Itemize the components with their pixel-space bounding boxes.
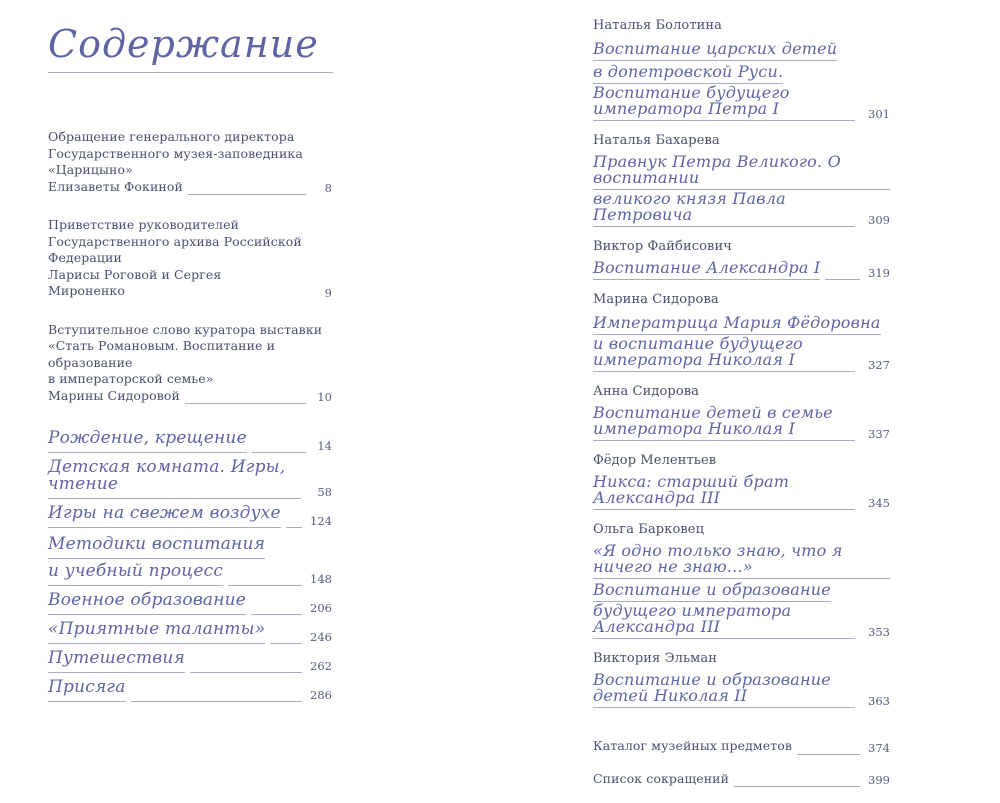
article-title-line: Воспитание будущего императора Петра I [593,85,855,121]
leader-line [131,701,302,702]
leader-line [185,403,306,404]
page-number: 9 [324,285,332,300]
article-title-line: Никса: старший брат Александра III [593,474,855,510]
author-name: Виктория Эльман [593,651,717,666]
article-title-line: «Я одно только знаю, что я ничего не знаю...» [593,543,890,579]
toc-left-column [48,22,332,708]
page-number: 301 [868,107,890,121]
toc-entry-line: Ларисы Роговой и Сергея Мироненко [48,266,222,298]
article-title-line: и воспитание будущего императора Николая I [593,336,855,372]
chapter-title: Присяга [48,679,126,702]
toc-entry-line: Государственного архива Российской Федерации [48,233,302,265]
toc-entry [48,459,332,499]
page-title: Содержание [48,22,333,73]
article-title-line: Воспитание и образование детей Николая II [593,672,855,708]
leader-line [190,672,302,673]
page-number: 363 [868,694,890,708]
page-number: 286 [310,688,332,702]
page-number: 353 [868,625,890,639]
toc-entry [593,133,890,227]
author-name: Виктор Файбисович [593,239,732,254]
leader-line [286,527,302,528]
toc-entry [593,239,890,280]
toc-entry [48,592,332,615]
toc-entry [593,522,890,639]
toc-entry [593,292,890,372]
page-number: 8 [324,181,332,195]
chapter-title: Рождение, крещение [48,430,247,453]
article-title-line: в допетровской Руси. [593,64,783,84]
page-number: 206 [310,601,332,615]
article-title-line: Воспитание царских детей [593,41,837,61]
page-number: 246 [310,630,332,644]
back-matter-list [593,738,890,787]
article-title-line: Воспитание Александра I [593,260,820,280]
leader-line [252,452,306,453]
toc-entry [593,771,890,788]
toc-entry [593,453,890,510]
toc-entry [48,505,332,528]
toc-entry [593,738,890,755]
leader-line [228,585,302,586]
toc-entry-line: Марины Сидоровой [48,387,180,403]
toc-entry [48,322,332,405]
leader-line [734,786,860,787]
chapter-title: Методики воспитания [48,536,265,559]
toc-entry [48,650,332,673]
leader-line [188,194,306,195]
toc-entry-line: в императорской семье» [48,371,214,386]
article-title-line: Правнук Петра Великого. О воспитании [593,154,890,190]
article-title-line: великого князя Павла Петровича [593,191,855,227]
page-number: 148 [310,572,332,586]
page-number: 309 [868,213,890,227]
toc-right-column [593,18,890,803]
leader-line [251,614,302,615]
toc-entry [593,384,890,441]
article-title-line: будущего императора Александра III [593,603,855,639]
article-title-line: Воспитание и образование [593,582,831,602]
toc-entry [48,679,332,702]
toc-entry-line: Обращение генерального директора [48,129,295,144]
chapter-title: Игры на свежем воздухе [48,505,281,528]
toc-entry [593,651,890,708]
toc-entry [48,129,332,195]
author-name: Анна Сидорова [593,384,700,399]
page-number: 319 [868,266,890,280]
toc-entry-line: Государственного музея-заповедника «Царицыно» [48,145,303,177]
toc-entry [593,18,890,121]
page-number: 337 [868,427,890,441]
toc-entry-line: Вступительное слово куратора выставки [48,321,323,337]
front-matter-list [48,129,332,404]
toc-entry-line: Список сокращений [593,770,730,786]
author-name: Фёдор Мелентьев [593,453,717,468]
toc-entry [48,621,332,644]
page-number: 10 [317,390,332,404]
page-number: 399 [868,773,890,787]
toc-entry-line: Елизаветы Фокиной [48,178,183,194]
leader-line [825,279,860,280]
page-number: 345 [868,496,890,510]
article-title-line: Императрица Мария Фёдоровна [593,315,881,335]
page-number: 14 [317,439,332,453]
chapter-title: «Приятные таланты» [48,621,265,644]
article-title-line: Воспитание детей в семье императора Николая I [593,405,855,441]
chapter-title: Путешествия [48,650,185,673]
toc-entry [48,430,332,453]
author-name: Наталья Бахарева [593,133,720,148]
author-name: Марина Сидорова [593,292,719,307]
toc-entry-line: Каталог музейных предметов [593,738,793,753]
chapter-title: Детская комната. Игры, чтение [48,459,301,499]
toc-entry [48,217,332,300]
chapter-list [48,430,332,702]
leader-line [270,643,302,644]
leader-line [797,754,860,755]
toc-entry [48,534,332,586]
author-name: Ольга Барковец [593,522,705,537]
page-number: 374 [868,740,890,755]
page-number: 58 [317,485,332,499]
page-number: 124 [310,514,332,528]
toc-entry-line: «Стать Романовым. Воспитание и образование [48,338,276,370]
page-number: 262 [310,659,332,673]
author-name: Наталья Болотина [593,18,723,33]
page-number: 327 [868,358,890,372]
toc-entry-line: Приветствие руководителей [48,217,240,232]
chapter-title: Военное образование [48,592,246,615]
chapter-title: и учебный процесс [48,563,223,586]
